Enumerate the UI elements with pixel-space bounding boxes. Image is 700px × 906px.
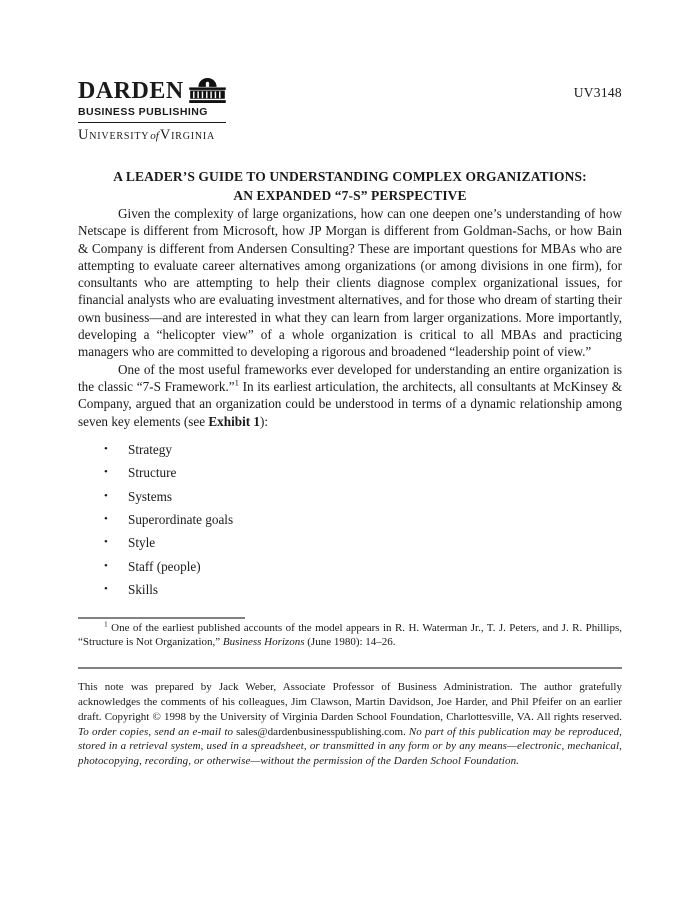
logo-divider-line <box>78 122 226 123</box>
list-item-superordinate-goals <box>78 511 622 528</box>
copyright-order-note: To order copies, send an e-mail to <box>78 725 234 738</box>
copyright-divider-line <box>78 667 622 669</box>
list-item-label: Style <box>128 535 156 551</box>
footnote-1-number: 1 <box>104 619 108 629</box>
list-item-structure <box>78 464 622 481</box>
footnote-1-text: One of the earliest published accounts of the model appears in R. H. Waterman Jr., T. J. Peters, and J. R. Phillips, “Structure is Not Organization,” <box>78 622 622 648</box>
footnote-area <box>78 617 622 650</box>
page-header <box>78 78 622 144</box>
title-line-2: AN EXPANDED “7-S” PERSPECTIVE <box>233 187 467 203</box>
logo-business-publishing-text: BUSINESS PUBLISHING <box>78 106 208 118</box>
exhibit-1-reference: Exhibit 1 <box>208 413 261 429</box>
list-item-label: Skills <box>128 582 159 598</box>
list-item-label: Strategy <box>128 441 172 457</box>
list-item-staff <box>78 558 622 575</box>
paragraph-1: Given the complexity of large organizations, how can one deepen one’s understanding of how Netscape is different from Microsoft, how JP Morgan is different from Goldman-Sachs, or how Bain & Company is different from Andersen Consulting? These are important questions for MBAs who are attempting to evaluate career alternatives among organizations (or among divisions in one firm), for consultants who are attempting to help their clients diagnose complex organizational issues, for financial analysts who are evaluating investment alternatives, and for those who dream of starting their own business—and are interested in what they can learn from larger organizations. More importantly, developing a “helicopter view” of a whole organization is critical to all MBAs and practicing managers who are committed to developing a rigorous and broadened “leadership point of view.” <box>78 206 622 360</box>
seven-s-list <box>78 441 622 598</box>
footnote-1-journal: Business Horizons <box>222 636 305 648</box>
uva-of: of <box>150 130 159 142</box>
bullet-icon: • <box>104 536 108 549</box>
list-item-label: Structure <box>128 465 177 481</box>
copyright-text: This note was prepared by Jack Weber, Associate Professor of Business Administration. The author gratefully acknowledges the comments of his colleagues, Jim Clawson, Martin Davidson, Joe Harder, and Phil Pfeifer on an earlier draft. Copyright © 1998 by the University of Virginia Darden School Foundation, Charlottesville, VA. All rights reserved. <box>78 680 622 723</box>
list-item-label: Superordinate goals <box>128 512 234 528</box>
darden-publishing-logo <box>78 78 226 144</box>
uva-u-rest: NIVERSITY <box>89 131 150 142</box>
list-item-strategy <box>78 441 622 458</box>
document-title <box>78 168 622 205</box>
logo-university-of-virginia <box>78 127 226 144</box>
bullet-icon: • <box>104 466 108 479</box>
paragraph-2-text-cont: In its earliest articulation, the architects, all consultants at McKinsey & Company, argued that an organization could be understood in terms of a dynamic relationship among seven key elements (see <box>78 378 622 429</box>
paragraph-2 <box>78 361 622 430</box>
list-item-label: Systems <box>128 488 172 504</box>
footnote-1-text-end: (June 1980): 14–26. <box>304 636 396 648</box>
list-item-systems <box>78 488 622 505</box>
copyright-email: sales@dardenbusinesspublishing.com. <box>233 725 409 738</box>
uva-u-initial: U <box>78 127 90 143</box>
document-number: UV3148 <box>573 85 622 100</box>
rotunda-icon <box>189 78 226 103</box>
bullet-icon: • <box>104 559 108 572</box>
bullet-icon: • <box>104 442 108 455</box>
list-item-label: Staff (people) <box>128 558 201 574</box>
footnote-reference-1: 1 <box>234 377 239 388</box>
logo-top-row <box>78 78 226 103</box>
bullet-icon: • <box>104 489 108 502</box>
list-item-skills <box>78 581 622 598</box>
uva-v-rest: IRGINIA <box>171 131 216 142</box>
paragraph-2-text: One of the most useful frameworks ever developed for understanding an entire organization is the classic “7-S Framework.” <box>78 361 622 394</box>
copyright-rights-note: No part of this publication may be reproduced, stored in a retrieval system, used in a spreadsheet, or transmitted in any form or by any means—electronic, mechanical, photocopying, recording, or otherwise—without the permission of the Darden School Foundation. <box>78 725 622 768</box>
copyright-block <box>78 680 622 769</box>
uva-v-initial: V <box>159 127 172 143</box>
title-line-1: A LEADER’S GUIDE TO UNDERSTANDING COMPLEX ORGANIZATIONS: <box>113 169 587 184</box>
logo-darden-wordmark: DARDEN <box>78 78 184 104</box>
footnote-1 <box>78 619 622 650</box>
bullet-icon: • <box>104 513 108 526</box>
list-item-style <box>78 534 622 551</box>
paragraph-2-text-end: ): <box>260 413 269 429</box>
bullet-icon: • <box>104 583 108 596</box>
